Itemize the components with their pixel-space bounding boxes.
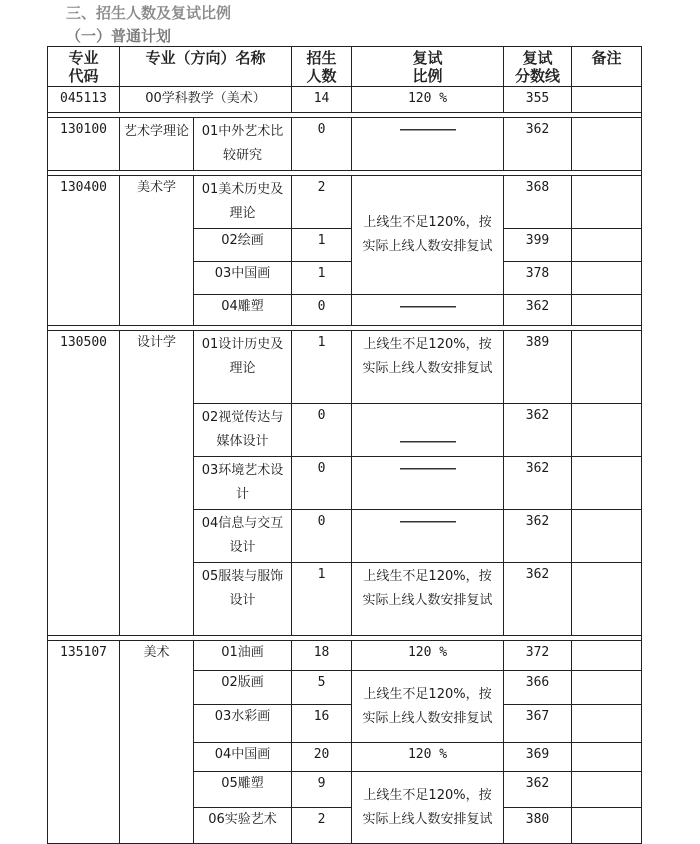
enrollment-count: 2 — [292, 176, 352, 229]
retest-score: 367 — [504, 705, 572, 743]
retest-ratio — [352, 118, 504, 171]
retest-ratio: 上线生不足120%，按实际上线人数安排复试 — [352, 176, 504, 295]
note-cell — [572, 229, 642, 262]
enrollment-count: 0 — [292, 457, 352, 510]
retest-ratio: 上线生不足120%，按实际上线人数安排复试 — [352, 671, 504, 743]
direction-name: 05服装与服饰设计 — [194, 563, 292, 636]
enrollment-count: 1 — [292, 262, 352, 295]
note-cell — [572, 331, 642, 404]
note-cell — [572, 808, 642, 844]
enrollment-count: 1 — [292, 563, 352, 636]
direction-name: 01油画 — [194, 641, 292, 671]
enrollment-count: 1 — [292, 229, 352, 262]
header-ratio: 复试 比例 — [352, 47, 504, 87]
retest-ratio: 上线生不足120%，按实际上线人数安排复试 — [352, 331, 504, 404]
header-count: 招生 人数 — [292, 47, 352, 87]
direction-name: 02视觉传达与媒体设计 — [194, 404, 292, 457]
major-name: 设计学 — [120, 331, 194, 636]
note-cell — [572, 510, 642, 563]
direction-name: 04信息与交互设计 — [194, 510, 292, 563]
retest-score: 362 — [504, 118, 572, 171]
dash-mark — [400, 441, 456, 443]
table-row — [48, 641, 642, 671]
direction-name: 03中国画 — [194, 262, 292, 295]
direction-name: 05雕塑 — [194, 772, 292, 808]
note-cell — [572, 295, 642, 326]
retest-score: 362 — [504, 772, 572, 808]
retest-score: 355 — [504, 87, 572, 113]
retest-score: 389 — [504, 331, 572, 404]
retest-score: 368 — [504, 176, 572, 229]
enrollment-count: 5 — [292, 671, 352, 705]
retest-ratio — [352, 510, 504, 563]
retest-score: 380 — [504, 808, 572, 844]
dash-mark — [400, 306, 456, 308]
dash-mark — [400, 521, 456, 523]
retest-score: 362 — [504, 510, 572, 563]
retest-score: 378 — [504, 262, 572, 295]
enrollment-count: 9 — [292, 772, 352, 808]
retest-score: 362 — [504, 563, 572, 636]
direction-name: 04中国画 — [194, 743, 292, 772]
note-cell — [572, 87, 642, 113]
major-code: 130100 — [48, 118, 120, 171]
retest-ratio: 120 % — [352, 87, 504, 113]
section-heading: 三、招生人数及复试比例 — [66, 4, 232, 22]
direction-name: 02版画 — [194, 671, 292, 705]
retest-score: 399 — [504, 229, 572, 262]
major-code: 130500 — [48, 331, 120, 636]
enrollment-count: 18 — [292, 641, 352, 671]
direction-name: 06实验艺术 — [194, 808, 292, 844]
direction-name: 01美术历史及理论 — [194, 176, 292, 229]
major-name: 美术 — [120, 641, 194, 844]
retest-ratio: 上线生不足120%，按实际上线人数安排复试 — [352, 563, 504, 636]
header-score: 复试 分数线 — [504, 47, 572, 87]
dash-mark — [400, 129, 456, 131]
subsection-heading: （一）普通计划 — [66, 27, 172, 45]
retest-score: 366 — [504, 671, 572, 705]
direction-name: 03水彩画 — [194, 705, 292, 743]
enrollment-count: 2 — [292, 808, 352, 844]
retest-ratio: 120 % — [352, 743, 504, 772]
major-code: 130400 — [48, 176, 120, 326]
table-row — [48, 118, 642, 171]
retest-score: 362 — [504, 295, 572, 326]
table-row — [48, 87, 642, 113]
enrollment-count: 1 — [292, 331, 352, 404]
direction-name: 02绘画 — [194, 229, 292, 262]
direction-name: 01设计历史及理论 — [194, 331, 292, 404]
major-code: 045113 — [48, 87, 120, 113]
retest-score: 372 — [504, 641, 572, 671]
note-cell — [572, 705, 642, 743]
direction-name: 04雕塑 — [194, 295, 292, 326]
note-cell — [572, 457, 642, 510]
enrollment-count: 0 — [292, 295, 352, 326]
enrollment-count: 20 — [292, 743, 352, 772]
enrollment-count: 0 — [292, 118, 352, 171]
retest-score: 362 — [504, 404, 572, 457]
note-cell — [572, 563, 642, 636]
retest-ratio — [352, 295, 504, 326]
note-cell — [572, 641, 642, 671]
retest-score: 362 — [504, 457, 572, 510]
dash-mark — [400, 468, 456, 470]
note-cell — [572, 404, 642, 457]
major-name: 艺术学理论 — [120, 118, 194, 171]
table-row — [48, 331, 642, 404]
enrollment-count: 0 — [292, 404, 352, 457]
note-cell — [572, 772, 642, 808]
note-cell — [572, 262, 642, 295]
enrollment-count: 14 — [292, 87, 352, 113]
major-code: 135107 — [48, 641, 120, 844]
note-cell — [572, 176, 642, 229]
note-cell — [572, 118, 642, 171]
note-cell — [572, 743, 642, 772]
retest-ratio: 120 % — [352, 641, 504, 671]
enrollment-count: 16 — [292, 705, 352, 743]
major-name: 美术学 — [120, 176, 194, 326]
retest-ratio — [352, 404, 504, 457]
retest-ratio — [352, 457, 504, 510]
header-note: 备注 — [572, 47, 642, 87]
direction-name: 03环境艺术设计 — [194, 457, 292, 510]
table-header-row — [48, 47, 642, 87]
retest-ratio: 上线生不足120%，按实际上线人数安排复试 — [352, 772, 504, 844]
direction-name: 00学科教学（美术） — [120, 87, 292, 113]
enrollment-table — [47, 46, 642, 844]
table-row — [48, 176, 642, 229]
enrollment-count: 0 — [292, 510, 352, 563]
direction-name: 01中外艺术比较研究 — [194, 118, 292, 171]
note-cell — [572, 671, 642, 705]
retest-score: 369 — [504, 743, 572, 772]
header-name: 专业（方向）名称 — [120, 47, 292, 87]
header-code: 专业 代码 — [48, 47, 120, 87]
